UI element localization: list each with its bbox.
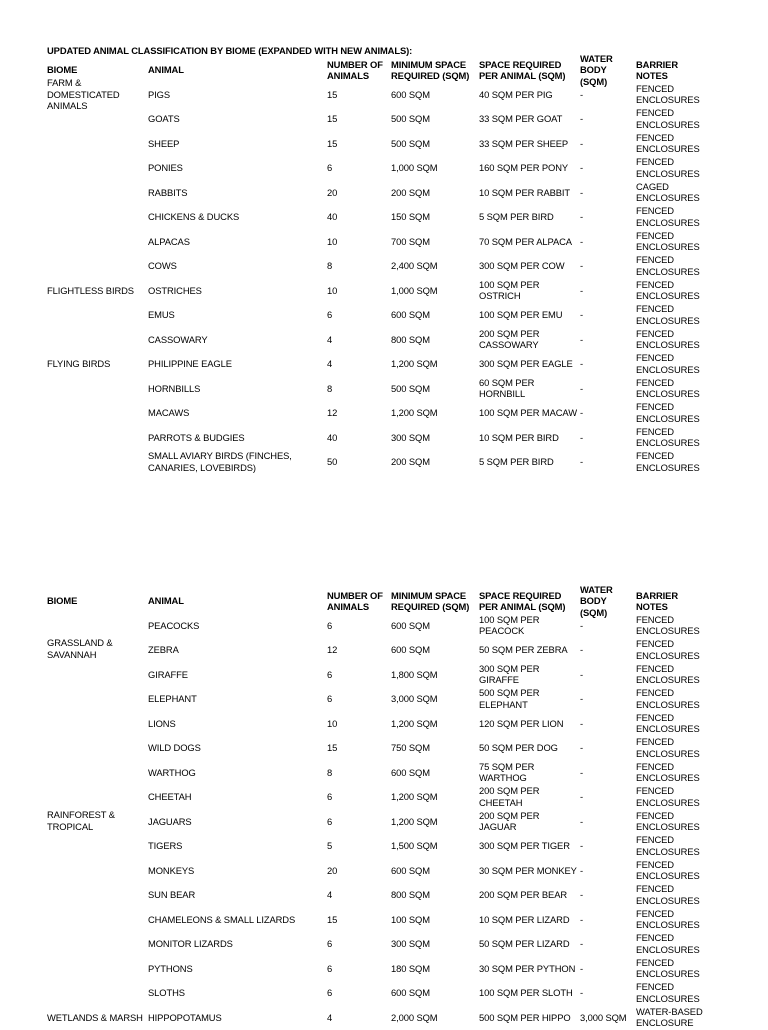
table-row	[47, 278, 747, 303]
barrier-notes-cell: FENCED ENCLOSURES	[636, 107, 700, 130]
minimum-space-cell: 1,200 SQM	[391, 358, 438, 369]
minimum-space-cell: 300 SQM	[391, 938, 430, 949]
header-biome: BIOME	[47, 64, 78, 76]
space-per-animal-cell: 300 SQM PER TIGER	[479, 840, 570, 851]
water-body-cell: -	[580, 431, 584, 443]
animal-cell: TIGERS	[148, 840, 183, 851]
number-of-animals-cell: 4	[327, 333, 333, 345]
space-per-animal-cell: 50 SQM PER DOG	[479, 742, 558, 753]
biome-cell	[47, 303, 145, 328]
water-body-cell: -	[580, 815, 584, 827]
water-body-cell: -	[580, 962, 584, 974]
animal-cell: LIONS	[148, 717, 176, 729]
barrier-notes-cell: FENCED ENCLOSURES	[636, 662, 700, 686]
table-row	[47, 613, 747, 638]
water-body-cell: -	[580, 186, 584, 198]
header-animal: ANIMAL	[148, 595, 184, 607]
animal-cell: GOATS	[148, 113, 180, 124]
animal-cell: PONIES	[148, 162, 183, 173]
minimum-space-cell: 1,200 SQM	[391, 791, 438, 802]
space-per-animal-cell: 120 SQM PER LION	[479, 717, 564, 729]
water-body-cell: -	[580, 987, 584, 998]
header-minimum-space: MINIMUM SPACE REQUIRED (SQM)	[391, 58, 470, 81]
barrier-notes-cell: FENCED ENCLOSURES	[636, 303, 700, 326]
barrier-notes-cell: FENCED ENCLOSURES	[636, 156, 700, 179]
barrier-notes-cell: FENCED ENCLOSURES	[636, 858, 700, 882]
animal-cell: MACAWS	[148, 407, 190, 418]
water-body-cell: -	[580, 913, 584, 925]
water-body-cell: -	[580, 456, 584, 467]
animal-cell: PIGS	[148, 88, 171, 100]
space-per-animal-cell: 200 SQM PER CASSOWARY	[479, 327, 540, 351]
animal-cell: WARTHOG	[148, 766, 196, 778]
water-body-cell: 3,000 SQM	[580, 1011, 627, 1023]
minimum-space-cell: 1,200 SQM	[391, 815, 438, 827]
table-row	[47, 156, 747, 181]
table-row	[47, 107, 747, 132]
table-row	[47, 932, 747, 957]
water-body-cell: -	[580, 717, 584, 729]
table-row	[47, 1005, 747, 1030]
table-row	[47, 736, 747, 761]
water-body-cell: -	[580, 260, 584, 271]
water-body-cell: -	[580, 864, 584, 876]
page-title: UPDATED ANIMAL CLASSIFICATION BY BIOME (EXPANDED WITH NEW ANIMALS):	[47, 45, 413, 56]
header-minimum-space: MINIMUM SPACE REQUIRED (SQM)	[391, 589, 470, 612]
number-of-animals-cell: 4	[327, 1011, 333, 1023]
table-row	[47, 327, 747, 352]
space-per-animal-cell: 10 SQM PER LIZARD	[479, 913, 570, 925]
number-of-animals-cell: 8	[327, 260, 333, 271]
animal-cell: CHEETAH	[148, 791, 192, 802]
animal-cell: ALPACAS	[148, 235, 190, 247]
number-of-animals-cell: 8	[327, 382, 333, 394]
table-row	[47, 711, 747, 736]
space-per-animal-cell: 10 SQM PER BIRD	[479, 431, 559, 443]
biome-cell	[47, 254, 145, 279]
water-body-cell: -	[580, 693, 584, 704]
minimum-space-cell: 200 SQM	[391, 456, 430, 467]
water-body-cell: -	[580, 619, 584, 631]
biome-cell: FLIGHTLESS BIRDS	[47, 284, 134, 296]
minimum-space-cell: 200 SQM	[391, 186, 430, 198]
minimum-space-cell: 800 SQM	[391, 333, 430, 345]
table-row	[47, 401, 747, 426]
biome-cell	[47, 327, 145, 352]
space-per-animal-cell: 100 SQM PER OSTRICH	[479, 278, 540, 302]
barrier-notes-cell: FENCED ENCLOSURES	[636, 809, 700, 833]
barrier-notes-cell: FENCED ENCLOSURES	[636, 981, 700, 1004]
number-of-animals-cell: 6	[327, 309, 333, 320]
number-of-animals-cell: 12	[327, 644, 338, 655]
number-of-animals-cell: 10	[327, 235, 338, 247]
space-per-animal-cell: 500 SQM PER HIPPO	[479, 1011, 571, 1023]
animal-cell: MONKEYS	[148, 864, 195, 876]
barrier-notes-cell: FENCED ENCLOSURES	[636, 425, 700, 449]
number-of-animals-cell: 10	[327, 284, 338, 296]
minimum-space-cell: 300 SQM	[391, 431, 430, 443]
space-per-animal-cell: 100 SQM PER SLOTH	[479, 987, 573, 998]
animal-cell: SLOTHS	[148, 987, 185, 998]
space-per-animal-cell: 33 SQM PER SHEEP	[479, 137, 569, 149]
animal-cell: HIPPOPOTAMUS	[148, 1011, 222, 1023]
number-of-animals-cell: 15	[327, 113, 338, 124]
space-per-animal-cell: 50 SQM PER LIZARD	[479, 938, 570, 949]
table-row	[47, 425, 747, 450]
number-of-animals-cell: 40	[327, 431, 338, 443]
table-row	[47, 205, 747, 230]
animal-cell: WILD DOGS	[148, 742, 201, 753]
biome-cell	[47, 205, 145, 230]
table-row	[47, 180, 747, 205]
space-per-animal-cell: 75 SQM PER WARTHOG	[479, 760, 535, 784]
barrier-notes-cell: FENCED ENCLOSURES	[636, 401, 700, 424]
minimum-space-cell: 600 SQM	[391, 987, 430, 998]
barrier-notes-cell: WATER-BASED ENCLOSURE	[636, 1005, 703, 1029]
barrier-notes-cell: FENCED ENCLOSURES	[636, 327, 700, 351]
space-per-animal-cell: 5 SQM PER BIRD	[479, 211, 554, 222]
minimum-space-cell: 600 SQM	[391, 766, 430, 778]
barrier-notes-cell: FENCED ENCLOSURES	[636, 450, 700, 473]
header-barrier-notes: BARRIER NOTES	[636, 58, 679, 81]
number-of-animals-cell: 10	[327, 717, 338, 729]
table-row	[47, 785, 747, 810]
table-row	[47, 981, 747, 1006]
water-body-cell: -	[580, 211, 584, 222]
water-body-cell: -	[580, 309, 584, 320]
animal-cell: CHAMELEONS & SMALL LIZARDS	[148, 913, 296, 925]
biome-cell	[47, 107, 145, 132]
barrier-notes-cell: FENCED ENCLOSURES	[636, 736, 700, 759]
number-of-animals-cell: 8	[327, 766, 333, 778]
biome-cell: FARM & DOMESTICATED ANIMALS	[47, 77, 120, 111]
animal-cell: SMALL AVIARY BIRDS (FINCHES, CANARIES, LOVEBIRDS)	[148, 450, 292, 473]
space-per-animal-cell: 300 SQM PER GIRAFFE	[479, 662, 540, 686]
biome-cell	[47, 376, 145, 401]
minimum-space-cell: 600 SQM	[391, 619, 430, 631]
space-per-animal-cell: 300 SQM PER EAGLE	[479, 358, 573, 369]
barrier-notes-cell: FENCED ENCLOSURES	[636, 834, 700, 857]
animal-cell: RABBITS	[148, 186, 188, 198]
table-row	[47, 834, 747, 859]
minimum-space-cell: 500 SQM	[391, 137, 430, 149]
number-of-animals-cell: 6	[327, 791, 333, 802]
biome-cell	[47, 156, 145, 181]
space-per-animal-cell: 30 SQM PER PYTHON	[479, 962, 576, 974]
barrier-notes-cell: FENCED ENCLOSURES	[636, 131, 700, 155]
table-row	[47, 254, 747, 279]
water-body-cell: -	[580, 938, 584, 949]
minimum-space-cell: 500 SQM	[391, 382, 430, 394]
water-body-cell: -	[580, 235, 584, 247]
barrier-notes-cell: FENCED ENCLOSURES	[636, 638, 700, 661]
barrier-notes-cell: FENCED ENCLOSURES	[636, 883, 700, 906]
biome-label: GRASSLAND & SAVANNAH	[47, 637, 113, 660]
biome-cell: FLYING BIRDS	[47, 358, 111, 369]
water-body-cell: -	[580, 668, 584, 680]
animal-cell: ZEBRA	[148, 644, 179, 655]
table-row	[47, 883, 747, 908]
water-body-cell: -	[580, 644, 584, 655]
header-number-of-animals: NUMBER OF ANIMALS	[327, 589, 383, 612]
biome-label: WETLANDS & MARSH	[47, 1012, 143, 1023]
animal-cell: GIRAFFE	[148, 668, 188, 680]
table-row	[47, 687, 747, 712]
minimum-space-cell: 500 SQM	[391, 113, 430, 124]
number-of-animals-cell: 6	[327, 962, 333, 974]
minimum-space-cell: 2,000 SQM	[391, 1011, 438, 1023]
number-of-animals-cell: 15	[327, 137, 338, 149]
animal-cell: EMUS	[148, 309, 175, 320]
minimum-space-cell: 1,000 SQM	[391, 162, 438, 173]
space-per-animal-cell: 200 SQM PER CHEETAH	[479, 785, 540, 808]
header-water-body: WATER BODY (SQM)	[580, 583, 613, 618]
barrier-notes-cell: FENCED ENCLOSURES	[636, 932, 700, 955]
space-per-animal-cell: 100 SQM PER EMU	[479, 309, 563, 320]
space-per-animal-cell: 10 SQM PER RABBIT	[479, 186, 571, 198]
table-row	[47, 77, 747, 111]
animal-cell: PHILIPPINE EAGLE	[148, 358, 232, 369]
table-row	[47, 229, 747, 254]
animal-cell: OSTRICHES	[148, 284, 202, 296]
water-body-cell: -	[580, 113, 584, 124]
space-per-animal-cell: 30 SQM PER MONKEY	[479, 864, 577, 876]
animal-cell: HORNBILLS	[148, 382, 201, 394]
header-space-per-animal: SPACE REQUIRED PER ANIMAL (SQM)	[479, 589, 566, 612]
water-body-cell: -	[580, 333, 584, 345]
space-per-animal-cell: 100 SQM PER PEACOCK	[479, 613, 540, 637]
header-barrier-notes: BARRIER NOTES	[636, 589, 679, 612]
animal-cell: CHICKENS & DUCKS	[148, 211, 240, 222]
space-per-animal-cell: 33 SQM PER GOAT	[479, 113, 563, 124]
number-of-animals-cell: 15	[327, 913, 338, 925]
number-of-animals-cell: 4	[327, 889, 333, 900]
barrier-notes-cell: FENCED ENCLOSURES	[636, 785, 700, 808]
biome-label: RAINFOREST & TROPICAL	[47, 809, 115, 832]
number-of-animals-cell: 6	[327, 987, 333, 998]
animal-cell: SUN BEAR	[148, 889, 196, 900]
water-body-cell: -	[580, 766, 584, 778]
barrier-notes-cell: FENCED ENCLOSURES	[636, 907, 700, 931]
number-of-animals-cell: 50	[327, 456, 338, 467]
minimum-space-cell: 600 SQM	[391, 88, 430, 100]
minimum-space-cell: 1,200 SQM	[391, 717, 438, 729]
water-body-cell: -	[580, 791, 584, 802]
minimum-space-cell: 750 SQM	[391, 742, 430, 753]
space-per-animal-cell: 5 SQM PER BIRD	[479, 456, 554, 467]
minimum-space-cell: 150 SQM	[391, 211, 430, 222]
space-per-animal-cell: 60 SQM PER HORNBILL	[479, 376, 535, 400]
water-body-cell: -	[580, 382, 584, 394]
table-row	[47, 131, 747, 156]
barrier-notes-cell: FENCED ENCLOSURES	[636, 687, 700, 710]
barrier-notes-cell: FENCED ENCLOSURES	[636, 352, 700, 375]
table-row	[47, 303, 747, 328]
barrier-notes-cell: FENCED ENCLOSURES	[636, 229, 700, 253]
minimum-space-cell: 3,000 SQM	[391, 693, 438, 704]
header-animal: ANIMAL	[148, 64, 184, 76]
barrier-notes-cell: FENCED ENCLOSURES	[636, 956, 700, 980]
biome-cell	[47, 229, 145, 254]
table-row	[47, 956, 747, 981]
biome-cell	[47, 180, 145, 205]
header-water-body: WATER BODY (SQM)	[580, 52, 613, 87]
animal-cell: MONITOR LIZARDS	[148, 938, 233, 949]
barrier-notes-cell: FENCED ENCLOSURES	[636, 254, 700, 277]
number-of-animals-cell: 20	[327, 186, 338, 198]
number-of-animals-cell: 4	[327, 358, 333, 369]
number-of-animals-cell: 6	[327, 668, 333, 680]
biome-cell	[47, 401, 145, 426]
number-of-animals-cell: 12	[327, 407, 338, 418]
water-body-cell: -	[580, 358, 584, 369]
minimum-space-cell: 1,500 SQM	[391, 840, 438, 851]
space-per-animal-cell: 500 SQM PER ELEPHANT	[479, 687, 540, 710]
table-row	[47, 760, 747, 785]
animal-cell: CASSOWARY	[148, 333, 208, 345]
space-per-animal-cell: 160 SQM PER PONY	[479, 162, 569, 173]
space-per-animal-cell: 70 SQM PER ALPACA	[479, 235, 572, 247]
number-of-animals-cell: 6	[327, 693, 333, 704]
water-body-cell: -	[580, 284, 584, 296]
number-of-animals-cell: 20	[327, 864, 338, 876]
table-row	[47, 376, 747, 401]
animal-cell: SHEEP	[148, 137, 180, 149]
water-body-cell: -	[580, 889, 584, 900]
animal-cell: ELEPHANT	[148, 693, 197, 704]
table-row	[47, 809, 747, 834]
animal-cell: PARROTS & BUDGIES	[148, 431, 245, 443]
animal-cell: COWS	[148, 260, 177, 271]
number-of-animals-cell: 6	[327, 815, 333, 827]
minimum-space-cell: 1,200 SQM	[391, 407, 438, 418]
number-of-animals-cell: 40	[327, 211, 338, 222]
biome-cell	[47, 425, 145, 450]
number-of-animals-cell: 15	[327, 742, 338, 753]
barrier-notes-cell: FENCED ENCLOSURES	[636, 278, 700, 302]
header-biome: BIOME	[47, 595, 78, 607]
barrier-notes-cell: FENCED ENCLOSURES	[636, 82, 700, 106]
minimum-space-cell: 600 SQM	[391, 864, 430, 876]
table-header	[47, 52, 747, 87]
table-row	[47, 450, 747, 475]
space-per-animal-cell: 100 SQM PER MACAW	[479, 407, 577, 418]
number-of-animals-cell: 6	[327, 619, 333, 631]
table-row	[47, 907, 747, 932]
barrier-notes-cell: CAGED ENCLOSURES	[636, 180, 700, 204]
barrier-notes-cell: FENCED ENCLOSURES	[636, 711, 700, 735]
water-body-cell: -	[580, 137, 584, 149]
minimum-space-cell: 700 SQM	[391, 235, 430, 247]
number-of-animals-cell: 5	[327, 840, 333, 851]
table-row	[47, 638, 747, 663]
space-per-animal-cell: 200 SQM PER BEAR	[479, 889, 568, 900]
biome-cell	[47, 450, 145, 475]
barrier-notes-cell: FENCED ENCLOSURES	[636, 205, 700, 228]
table-row	[47, 662, 747, 687]
minimum-space-cell: 1,800 SQM	[391, 668, 438, 680]
minimum-space-cell: 180 SQM	[391, 962, 430, 974]
biome-cell	[47, 131, 145, 156]
space-per-animal-cell: 300 SQM PER COW	[479, 260, 565, 271]
table-row	[47, 858, 747, 883]
minimum-space-cell: 600 SQM	[391, 644, 430, 655]
barrier-notes-cell: FENCED ENCLOSURES	[636, 376, 700, 400]
header-space-per-animal: SPACE REQUIRED PER ANIMAL (SQM)	[479, 58, 566, 81]
water-body-cell: -	[580, 162, 584, 173]
space-per-animal-cell: 50 SQM PER ZEBRA	[479, 644, 568, 655]
space-per-animal-cell: 200 SQM PER JAGUAR	[479, 809, 540, 833]
header-number-of-animals: NUMBER OF ANIMALS	[327, 58, 383, 81]
minimum-space-cell: 800 SQM	[391, 889, 430, 900]
minimum-space-cell: 600 SQM	[391, 309, 430, 320]
water-body-cell: -	[580, 88, 584, 100]
animal-cell: JAGUARS	[148, 815, 192, 827]
table-header	[47, 583, 747, 618]
number-of-animals-cell: 6	[327, 938, 333, 949]
water-body-cell: -	[580, 407, 584, 418]
minimum-space-cell: 1,000 SQM	[391, 284, 438, 296]
barrier-notes-cell: FENCED ENCLOSURES	[636, 760, 700, 784]
number-of-animals-cell: 15	[327, 88, 338, 100]
animal-cell: PYTHONS	[148, 962, 193, 974]
minimum-space-cell: 2,400 SQM	[391, 260, 438, 271]
water-body-cell: -	[580, 742, 584, 753]
space-per-animal-cell: 40 SQM PER PIG	[479, 88, 553, 100]
water-body-cell: -	[580, 840, 584, 851]
minimum-space-cell: 100 SQM	[391, 913, 430, 925]
barrier-notes-cell: FENCED ENCLOSURES	[636, 613, 700, 637]
animal-cell: PEACOCKS	[148, 619, 200, 631]
number-of-animals-cell: 6	[327, 162, 333, 173]
table-row	[47, 352, 747, 377]
